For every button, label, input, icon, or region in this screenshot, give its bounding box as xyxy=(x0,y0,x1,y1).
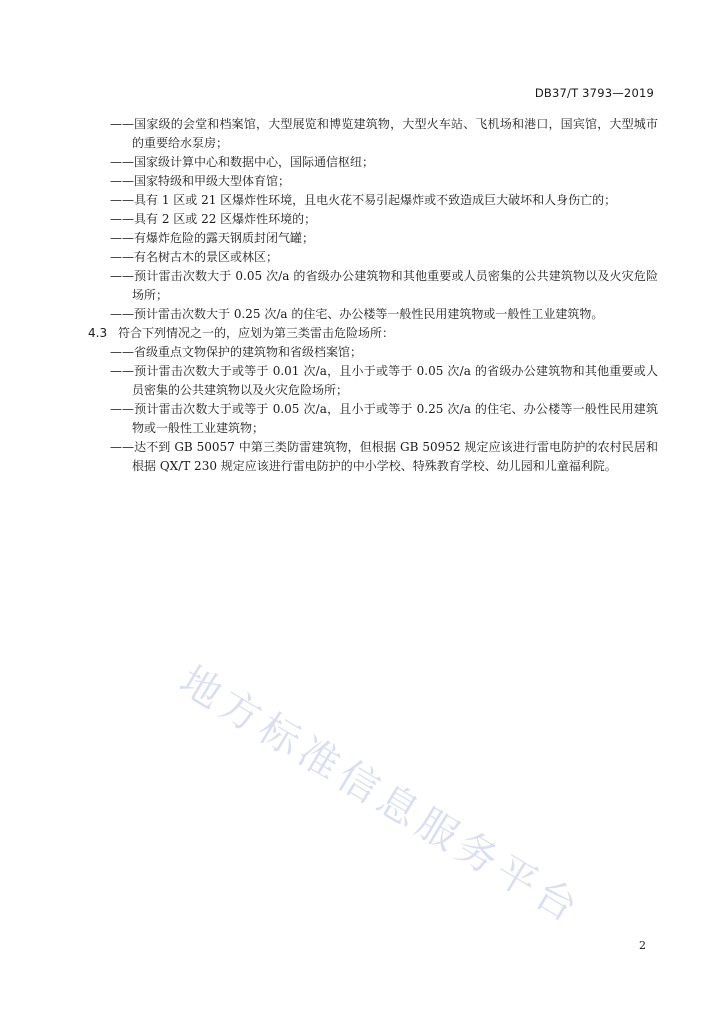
clause-4-3 xyxy=(88,324,658,343)
list-item: ——预计雷击次数大于或等于 0.01 次/a，且小于或等于 0.05 次/a 的省级办公建筑物和其他重要或人员密集的公共建筑物以及火灾危险场所； xyxy=(110,364,658,397)
clause-number: 4.3 xyxy=(88,326,108,340)
watermark: 地方标准信息服务平台 xyxy=(171,657,590,935)
list-item: ——预计雷击次数大于或等于 0.05 次/a，且小于或等于 0.25 次/a 的住宅、办公楼等一般性民用建筑物或一般性工业建筑物； xyxy=(110,402,658,435)
list-item: ——国家级计算中心和数据中心，国际通信枢纽； xyxy=(110,155,375,169)
list-item: ——有名树古木的景区或林区； xyxy=(110,250,279,264)
clause-text: 符合下列情况之一的，应划为第三类雷击危险场所： xyxy=(118,326,395,340)
page-number: 2 xyxy=(639,939,646,952)
list-item: ——预计雷击次数大于 0.25 次/a 的住宅、办公楼等一般性民用建筑物或一般性工业建筑物。 xyxy=(110,307,604,321)
list-item: ——国家级的会堂和档案馆，大型展览和博览建筑物，大型火车站、飞机场和港口，国宾馆，大型城市的重要给水泵房； xyxy=(110,117,658,150)
list-item: ——达不到 GB 50057 中第三类防雷建筑物，但根据 GB 50952 规定应该进行雷电防护的农村民居和根据 QX/T 230 规定应该进行雷电防护的中小学校、特殊教育学校、幼儿园和儿童福利院。 xyxy=(110,440,658,473)
document-body xyxy=(88,115,658,476)
list-item: ——有爆炸危险的露天钢质封闭气罐； xyxy=(110,231,315,245)
list-item: ——省级重点文物保护的建筑物和省级档案馆； xyxy=(110,345,363,359)
list-item: ——具有 2 区或 22 区爆炸性环境的； xyxy=(110,212,317,226)
list-item: ——预计雷击次数大于 0.05 次/a 的省级办公建筑物和其他重要或人员密集的公共建筑物以及火灾危险场所； xyxy=(110,269,658,302)
list-item: ——具有 1 区或 21 区爆炸性环境，且电火花不易引起爆炸或不致造成巨大破坏和人身伤亡的； xyxy=(110,193,617,207)
document-code: DB37/T 3793—2019 xyxy=(534,86,654,100)
list-item: ——国家特级和甲级大型体育馆； xyxy=(110,174,291,188)
